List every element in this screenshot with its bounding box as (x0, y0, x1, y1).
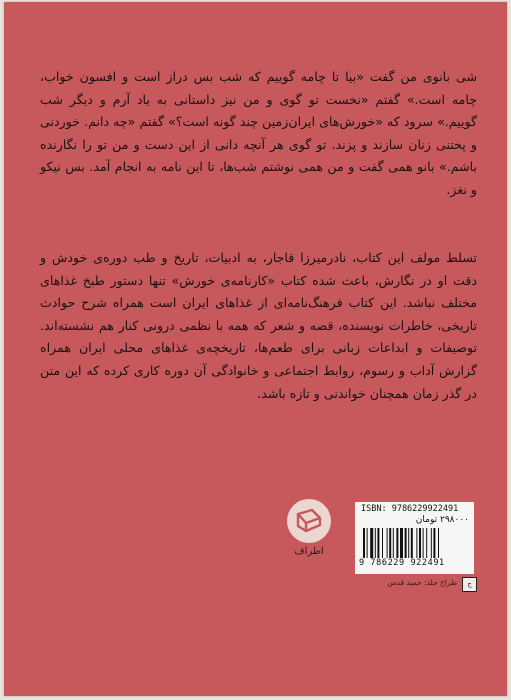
barcode-digits: 9 786229 922491 (359, 558, 445, 568)
publisher-logo-icon (287, 499, 331, 543)
blurb-paragraph-2: تسلط مولف این کتاب، نادرمیرزا قاجار، به ادبیات، تاریخ و طب دوره‌ی خودش و دقت او در نگارش، باعث شده کتاب «کارنامه‌ی خورش» تنها دستور طبخ غذاهای مختلف نباشد. این کتاب فرهنگ‌نامه‌ای از غذاهای ایران است همراه شرح حوادث تاریخی، خاطرات نویسنده، قصه و شعر که همه با نظمی درونی کنار هم نشسته‌اند. توصیفات و ابداعات زبانی برای طعم‌ها، تاریخچه‌ی غذاهای محلی ایران همراه گزارش آداب و رسوم، روابط اجتماعی و خانوادگی آن دوره کاری کرده که این متن در گذر زمان همچنان خواندنی و تازه باشد. (40, 250, 477, 401)
cover-designer-credit: طراح جلد: حمید قدس (387, 578, 457, 587)
barcode-panel (355, 502, 474, 574)
atraf-book-logo-icon (294, 508, 324, 534)
blurb-paragraph-1: شی بانوی من گفت «بیا تا چامه گوییم که شب بس دراز است و افسون خواب، چامه است.» گفتم «نخست تو گوی و من نیز داستانی به یاد آرم و دیگر شب گوییم.» سرود که «خورش‌های ایران‌زمین چند گونه است؟» گفتم «چه دانم. خوردنی و پختنی زنان سازند و پزند. تو گوی هر آنچه دانی از این دست و من تو را نگارنده باشم.» بانو همی گفت و من همی نوشتم شب‌ها، تا این نامه به انجام آمد. بس نیکو و نغز. (40, 69, 477, 197)
price-label: ۲۹۸۰۰۰ تومان (415, 515, 469, 525)
publisher-name: اطراف (294, 546, 324, 557)
back-cover (4, 2, 507, 696)
isbn-label: ISBN: 9786229922491 (361, 504, 459, 514)
standard-mark: ج (462, 577, 477, 592)
barcode-icon (363, 528, 467, 558)
